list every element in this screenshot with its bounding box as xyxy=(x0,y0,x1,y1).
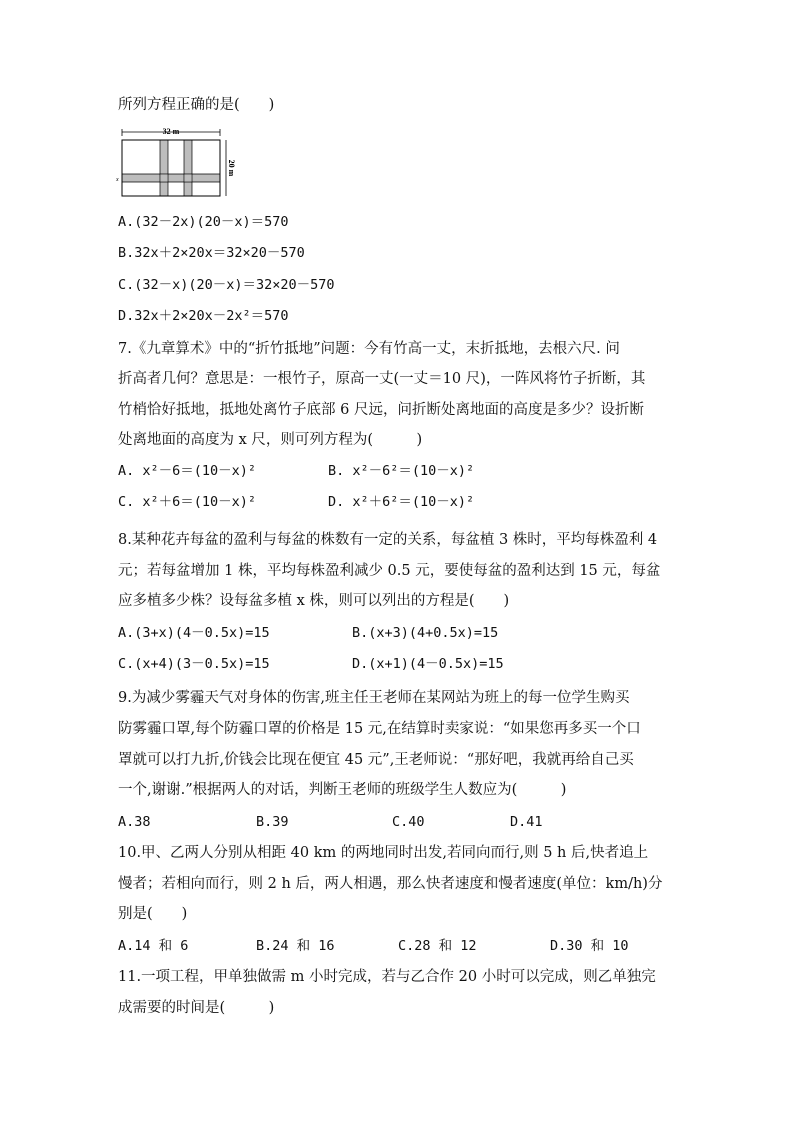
q10-option-b: B.24 和 16 xyxy=(256,938,335,954)
q9-line-4: 一个,谢谢.”根据两人的对话，判断王老师的班级学生人数应为( ) xyxy=(118,782,567,798)
q6-option-b: B.32x＋2×20x＝32×20－570 xyxy=(118,245,305,261)
figure-side-label: 20 m xyxy=(227,159,236,177)
q7-option-a: A. x²－6＝(10－x)² xyxy=(118,463,257,479)
q9-option-d: D.41 xyxy=(510,814,543,830)
q7-option-b: B. x²－6²＝(10－x)² xyxy=(328,463,475,479)
q11-line-2: 成需要的时间是( ) xyxy=(118,1000,275,1016)
q8-option-b: B.(x+3)(4+0.5x)=15 xyxy=(352,625,499,641)
q10-line-3: 别是( ) xyxy=(118,906,188,922)
figure-top-label: 32 m xyxy=(162,127,180,136)
q8-line-2: 元；若每盆增加 1 株，平均每株盈利减少 0.5 元，要使每盆的盈利达到 15 元，每盆 xyxy=(118,563,661,579)
q10-option-d: D.30 和 10 xyxy=(550,938,629,954)
q10-line-1: 10.甲、乙两人分别从相距 40 km 的两地同时出发,若同向而行,则 5 h 后,快者追上 xyxy=(118,845,649,861)
q8-line-1: 8.某种花卉每盆的盈利与每盆的株数有一定的关系，每盆植 3 株时，平均每株盈利 4 xyxy=(118,532,658,548)
q10-line-2: 慢者；若相向而行，则 2 h 后，两人相遇，那么快者速度和慢者速度(单位：km/h)分 xyxy=(118,876,663,892)
q9-line-2: 防雾霾口罩,每个防霾口罩的价格是 15 元,在结算时卖家说：“如果您再多买一个口 xyxy=(118,721,641,737)
q9-option-b: B.39 xyxy=(256,814,289,830)
q9-line-3: 罩就可以打九折,价钱会比现在便宜 45 元”,王老师说：“那好吧，我就再给自己买 xyxy=(118,752,634,768)
q9-line-1: 9.为减少雾霾天气对身体的伤害,班主任王老师在某网站为班上的每一位学生购买 xyxy=(118,690,630,706)
q7-line-1: 7.《九章算术》中的“折竹抵地”问题：今有竹高一丈，末折抵地，去根六尺. 问 xyxy=(118,341,620,357)
q7-option-c: C. x²＋6＝(10－x)² xyxy=(118,494,257,510)
q6-stem: 所列方程正确的是( ) xyxy=(118,97,275,113)
figure-left-label: x xyxy=(116,177,119,183)
q10-option-c: C.28 和 12 xyxy=(398,938,477,954)
q6-option-a: A.(32－2x)(20－x)＝570 xyxy=(118,214,289,230)
q6-option-d: D.32x＋2×20x－2x²＝570 xyxy=(118,308,289,324)
q6-road-figure xyxy=(112,124,242,200)
q8-option-d: D.(x+1)(4－0.5x)=15 xyxy=(352,656,504,672)
q7-line-4: 处离地面的高度为 x 尺，则可列方程为( ) xyxy=(118,432,423,448)
q7-line-2: 折高者几何？意思是：一根竹子，原高一丈(一丈＝10 尺)，一阵风将竹子折断，其 xyxy=(118,371,646,387)
q9-option-a: A.38 xyxy=(118,814,151,830)
q8-option-a: A.(3+x)(4－0.5x)=15 xyxy=(118,625,270,641)
q7-option-d: D. x²＋6²＝(10－x)² xyxy=(328,494,475,510)
q11-line-1: 11.一项工程，甲单独做需 m 小时完成，若与乙合作 20 小时可以完成，则乙单独完 xyxy=(118,969,656,985)
q6-option-c: C.(32－x)(20－x)＝32×20－570 xyxy=(118,277,335,293)
q9-option-c: C.40 xyxy=(392,814,425,830)
q8-line-3: 应多植多少株？设每盆多植 x 株，则可以列出的方程是( ) xyxy=(118,593,510,609)
q8-option-c: C.(x+4)(3－0.5x)=15 xyxy=(118,656,270,672)
road-diagram xyxy=(112,124,242,200)
q7-line-3: 竹梢恰好抵地，抵地处离竹子底部 6 尺远，问折断处离地面的高度是多少？设折断 xyxy=(118,402,644,418)
q10-option-a: A.14 和 6 xyxy=(118,938,189,954)
